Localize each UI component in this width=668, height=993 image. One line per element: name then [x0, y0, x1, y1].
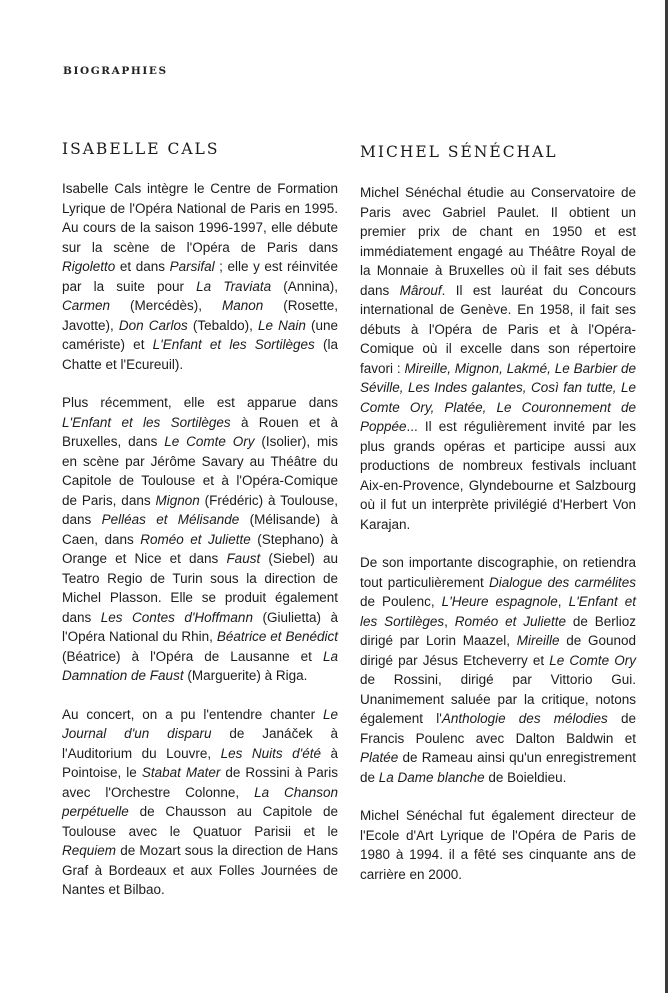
text-run: (Mercédès), — [110, 298, 222, 313]
text-run: (Annina), — [271, 278, 339, 294]
text-run: de Janáček à l'Auditorium du Louvre, — [62, 726, 338, 761]
paragraph — [360, 183, 636, 534]
italic-title: Béatrice et Benédict — [216, 629, 338, 644]
text-run: Plus récemment, elle est apparue dans — [62, 395, 338, 410]
italic-title: Rigoletto — [62, 259, 116, 274]
text-run: . Il est lauréat du Concours international de Genève. En 1958, il fait ses débuts à l'Opéra de Paris et à l'Opéra-Comique où il excelle dans son répertoire favori : — [360, 282, 636, 376]
text-run: (Mélisande) à Caen, dans — [62, 512, 338, 547]
paragraph — [360, 806, 636, 884]
italic-title: Anthologie des mélodies — [441, 711, 608, 726]
italic-title: Manon — [221, 298, 264, 313]
italic-title: Stabat Mater — [141, 765, 221, 780]
text-run: (la Chatte et l'Ecureuil). — [62, 337, 338, 372]
italic-title: Les Contes d'Hoffmann — [100, 609, 253, 625]
text-run: de Berlioz dirigé par Lorin Maazel, — [360, 613, 636, 648]
italic-title: Mârouf — [399, 282, 442, 298]
text-run: (Frédéric) à Toulouse, dans — [62, 492, 338, 527]
text-run: (une camériste) et — [62, 317, 338, 352]
paragraph — [62, 393, 338, 686]
text-run: de Chausson au Capitole de Toulouse avec le Quatuor Parisii et le — [62, 804, 338, 839]
text-run: De son importante discographie, on retiendra tout particulièrement — [360, 555, 636, 590]
italic-title: La Dame blanche — [378, 769, 485, 785]
right-column — [360, 140, 636, 903]
paragraph — [62, 705, 338, 900]
italic-title: Mignon — [155, 492, 200, 508]
text-run: de Poulenc, — [360, 594, 442, 609]
italic-title: Faust — [226, 551, 261, 566]
text-run: (Siebel) au Teatro Regio de Turin sous la direction de Michel Plasson. Elle se produit également dans — [62, 551, 338, 625]
italic-title: Don Carlos — [118, 317, 188, 333]
italic-title: Platée — [360, 750, 399, 765]
italic-title: Pelléas et Mélisande — [101, 512, 240, 527]
text-run: (Béatrice) à l'Opéra de Lausanne et — [62, 648, 323, 664]
biography-heading-michel-senechal: MICHEL SÉNÉCHAL — [360, 143, 558, 161]
text-run: Isabelle Cals intègre le Centre de Formation Lyrique de l'Opéra National de Paris en 1995. Au cours de la saison 1996-1997, elle débute sur la scène de l'Opéra de Paris dans — [62, 181, 338, 255]
italic-title: Mireille, Mignon, Lakmé, Le Barbier de Séville, Les Indes galantes, Così fan tutte, Le Comte Ory, Platée, Le Couronnement de Poppée — [360, 360, 637, 434]
italic-title: Les Nuits d'été — [220, 745, 321, 761]
biography-body-isabelle-cals — [62, 179, 338, 900]
biography-heading-isabelle-cals: ISABELLE CALS — [62, 140, 220, 158]
section-label: BIOGRAPHIES — [63, 65, 168, 77]
text-run: (Tebaldo), — [187, 317, 258, 333]
italic-title: Mireille — [516, 633, 560, 648]
text-run: (Stephano) à Orange et Nice et dans — [62, 531, 338, 566]
text-run: de Rossini, dirigé par Vittorio Gui. Unanimement saluée par la critique, notons également l' — [360, 672, 636, 726]
italic-title: Le Journal d'un disparu — [62, 706, 338, 741]
text-run: Michel Sénéchal fut également directeur de l'Ecole d'Art Lyrique de l'Opéra de Paris de 1980 à 1994. il a fêté ses cinquante ans de carrière en 2000. — [360, 808, 636, 882]
italic-title: Dialogue des carmélites — [489, 574, 636, 590]
italic-title: La Damnation de Faust — [62, 648, 338, 683]
text-run: Au concert, on a pu l'entendre chanter — [62, 706, 323, 722]
text-run: (Isolier), mis en scène par Jérôme Savary au Théâtre du Capitole de Toulouse et à l'Opéra-Comique de Paris, dans — [62, 434, 338, 508]
biography-body-michel-senechal — [360, 183, 636, 884]
paragraph — [62, 179, 338, 374]
text-run: de Boieldieu. — [484, 769, 567, 785]
text-run: de Gounod dirigé par Jésus Etcheverry et — [360, 633, 636, 668]
text-run: de Rossini à Paris avec l'Orchestre Colonne, — [62, 765, 338, 800]
italic-title: Carmen — [62, 298, 111, 313]
text-run: à Pointoise, le — [62, 745, 338, 780]
italic-title: Roméo et Juliette — [140, 531, 251, 547]
text-run: de Mozart sous la direction de Hans Graf à Bordeaux et aux Folles Journées de Nantes et Bilbao. — [62, 843, 338, 897]
text-run: de Francis Poulenc avec Dalton Baldwin et — [360, 711, 636, 746]
paragraph — [360, 553, 636, 787]
italic-title: L'Enfant et les Sortilèges — [62, 414, 231, 430]
italic-title: Le Comte Ory — [549, 652, 636, 668]
text-run: à Rouen et à Bruxelles, dans — [62, 414, 338, 449]
text-run: , — [557, 594, 569, 609]
italic-title: Le Nain — [257, 317, 306, 333]
italic-title: La Traviata — [196, 278, 272, 294]
text-run: et dans — [115, 259, 170, 274]
left-column — [62, 140, 338, 919]
text-run: (Marguerite) à Riga. — [183, 668, 308, 683]
text-run: Michel Sénéchal étudie au Conservatoire de Paris avec Gabriel Paulet. Il obtient un premier prix de chant en 1950 et est immédiatement engagé au Théâtre Royal de la Monnaie à Bruxelles où il fait ses débuts dans — [360, 185, 636, 298]
italic-title: La Chanson perpétuelle — [62, 784, 339, 819]
text-run: (Giulietta) à l'Opéra National du Rhin, — [62, 609, 338, 644]
italic-title: L'Enfant et les Sortilèges — [360, 594, 636, 629]
italic-title: Le Comte Ory — [164, 434, 255, 449]
text-run: ; elle y est réinvitée par la suite pour — [62, 259, 338, 294]
italic-title: Parsifal — [169, 259, 215, 274]
italic-title: Requiem — [62, 843, 117, 858]
italic-title: Roméo et Juliette — [454, 613, 566, 629]
text-run: ... Il est régulièrement invité par les plus grands opéras et participe aussi aux productions de nombreux festivals incluant Aix-en-Provence, Glyndebourne et Salzbourg où il fut un interprète privilégié d'Herbert Von Karajan. — [360, 419, 636, 532]
text-run: de Rameau ainsi qu'un enregistrement de — [360, 750, 636, 785]
italic-title: L'Enfant et les Sortilèges — [152, 337, 315, 352]
italic-title: L'Heure espagnole — [441, 594, 558, 609]
text-run: , — [444, 613, 455, 629]
text-run: (Rosette, Javotte), — [62, 298, 338, 333]
